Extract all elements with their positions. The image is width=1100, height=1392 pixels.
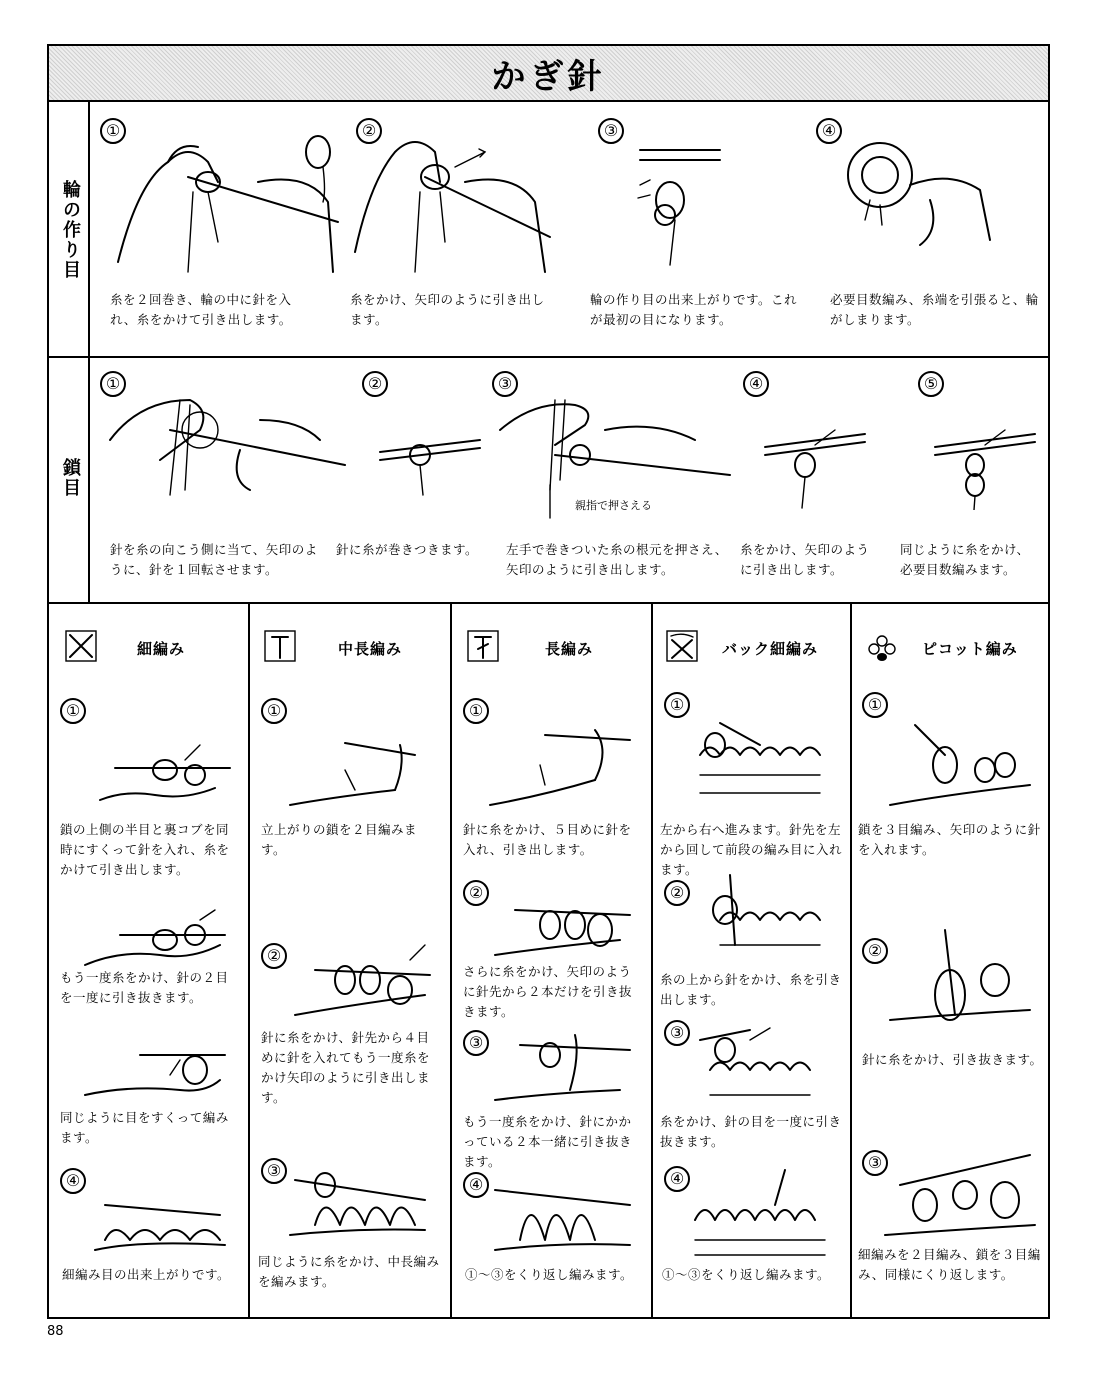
step-number: ④ bbox=[60, 1168, 86, 1194]
reverse-sc-step-illustration bbox=[685, 1165, 835, 1260]
step-number: ③ bbox=[463, 1030, 489, 1056]
step-number: ④ bbox=[463, 1172, 489, 1198]
step-number: ③ bbox=[862, 1150, 888, 1176]
step-caption: ①～③をくり返し編みます。 bbox=[465, 1267, 634, 1282]
step-number: ② bbox=[664, 880, 690, 906]
step-caption: 針に糸が巻きつきます。 bbox=[336, 542, 479, 557]
step-caption: 針に糸をかけ、針先から４目めに針を入れてもう一度糸をかけ矢印のように引き出します。 bbox=[261, 1030, 431, 1105]
step-caption: 同じように目をすくって編みます。 bbox=[60, 1110, 229, 1145]
page-title: かぎ針 bbox=[491, 56, 606, 97]
page-number: 88 bbox=[47, 1324, 64, 1339]
step-number: ① bbox=[60, 698, 86, 724]
step-caption: 輪の作り目の出来上がりです。これが最初の目になります。 bbox=[590, 292, 798, 327]
t-symbol-icon bbox=[264, 630, 296, 662]
step-number: ③ bbox=[492, 371, 518, 397]
hand-hook-pull-illustration bbox=[345, 122, 560, 282]
single-crochet-step-illustration bbox=[80, 905, 230, 975]
step-number: ① bbox=[463, 698, 489, 724]
step-caption: 糸をかけ、矢印のように引き出します。 bbox=[350, 292, 545, 327]
double-crochet-step-illustration bbox=[490, 885, 635, 965]
single-crochet-step-illustration bbox=[80, 1035, 230, 1105]
step-number: ② bbox=[261, 943, 287, 969]
section-divider bbox=[47, 602, 1050, 604]
step-number: ④ bbox=[664, 1166, 690, 1192]
single-crochet-step-illustration bbox=[95, 740, 235, 810]
column-divider bbox=[248, 602, 250, 1319]
step-caption: 同じように糸をかけ、中長編みを編みます。 bbox=[258, 1254, 440, 1289]
column-title: ピコット編み bbox=[922, 640, 1018, 658]
half-double-step-illustration bbox=[290, 940, 435, 1025]
double-crochet-step-illustration bbox=[485, 720, 635, 815]
step-number: ② bbox=[463, 880, 489, 906]
step-caption: 細編みを２目編み、鎖を３目編み、同様にくり返します。 bbox=[858, 1247, 1041, 1282]
step-caption: 同じように糸をかけ、必要目数編みます。 bbox=[900, 542, 1030, 577]
step-number: ③ bbox=[664, 1020, 690, 1046]
picot-step-illustration bbox=[880, 1145, 1040, 1250]
column-title: 長編み bbox=[545, 640, 594, 658]
step-caption: 糸をかけ、針の目を一度に引き抜きます。 bbox=[660, 1114, 842, 1149]
row-label-chain: 鎖目 bbox=[60, 458, 81, 498]
double-crochet-step-illustration bbox=[490, 1170, 635, 1260]
step-number: ④ bbox=[743, 371, 769, 397]
row-label-ring: 輪の作り目 bbox=[60, 180, 81, 280]
step-number: ② bbox=[356, 118, 382, 144]
hook-rotate-illustration bbox=[100, 380, 350, 500]
step-caption: もう一度糸をかけ、針にかかっている２本一緒に引き抜きます。 bbox=[463, 1114, 633, 1169]
step-caption: 細編み目の出来上がりです。 bbox=[62, 1267, 231, 1282]
column-title: 細編み bbox=[137, 640, 186, 658]
step-caption: 糸を２回巻き、輪の中に針を入れ、糸をかけて引き出します。 bbox=[110, 292, 292, 327]
step-caption: 糸をかけ、矢印のように引き出します。 bbox=[740, 542, 870, 577]
column-divider bbox=[850, 602, 852, 1319]
column-title: バック細編み bbox=[722, 640, 819, 658]
step-caption: 鎖の上側の半目と裏コブを同時にすくって針を入れ、糸をかけて引き出します。 bbox=[60, 822, 230, 877]
step-caption: 針に糸をかけ、５目めに針を入れ、引き出します。 bbox=[463, 822, 632, 857]
step-number: ③ bbox=[261, 1158, 287, 1184]
step-caption: 立上がりの鎖を２目編みます。 bbox=[261, 822, 418, 857]
step-caption: 鎖を３目編み、矢印のように針を入れます。 bbox=[858, 822, 1041, 857]
step-number: ① bbox=[664, 692, 690, 718]
step-number: ④ bbox=[816, 118, 842, 144]
hand-hook-ring-illustration bbox=[108, 122, 348, 282]
half-double-step-illustration bbox=[285, 735, 425, 815]
step-number: ③ bbox=[598, 118, 624, 144]
picot-step-illustration bbox=[885, 715, 1035, 815]
picot-step-illustration bbox=[885, 925, 1035, 1040]
t-cross-symbol-icon bbox=[467, 630, 499, 662]
label-divider bbox=[88, 102, 90, 602]
step-number: ⑤ bbox=[918, 371, 944, 397]
column-divider bbox=[450, 602, 452, 1319]
column-title: 中長編み bbox=[338, 640, 403, 658]
ring-finished-illustration bbox=[620, 140, 730, 270]
picot-symbol-icon bbox=[866, 632, 898, 664]
chain-pull-illustration bbox=[760, 420, 870, 510]
row-divider bbox=[47, 356, 1050, 358]
half-double-step-illustration bbox=[285, 1160, 435, 1245]
ring-tighten-illustration bbox=[840, 130, 1000, 260]
step-number: ① bbox=[862, 692, 888, 718]
single-crochet-step-illustration bbox=[90, 1185, 230, 1260]
column-divider bbox=[651, 602, 653, 1319]
step-number: ② bbox=[362, 371, 388, 397]
reverse-sc-step-illustration bbox=[690, 1020, 830, 1105]
step-number: ① bbox=[100, 118, 126, 144]
step-number: ① bbox=[100, 371, 126, 397]
step-caption: ①～③をくり返し編みます。 bbox=[662, 1267, 831, 1282]
thumb-note: 親指で押さえる bbox=[575, 499, 652, 512]
double-crochet-step-illustration bbox=[490, 1025, 635, 1110]
step-number: ① bbox=[261, 698, 287, 724]
step-caption: もう一度糸をかけ、針の２目を一度に引き抜きます。 bbox=[60, 970, 229, 1005]
step-caption: さらに糸をかけ、矢印のように針先から２本だけを引き抜きます。 bbox=[463, 964, 633, 1019]
yarn-wrap-illustration bbox=[375, 430, 485, 500]
step-caption: 必要目数編み、糸端を引張ると、輪がしまります。 bbox=[830, 292, 1039, 327]
reverse-sc-step-illustration bbox=[690, 715, 830, 800]
step-caption: 針に糸をかけ、引き抜きます。 bbox=[862, 1052, 1043, 1067]
x-symbol-icon bbox=[65, 630, 97, 662]
step-caption: 左から右へ進みます。針先を左から回して前段の編み目に入れます。 bbox=[660, 822, 843, 877]
reverse-sc-step-illustration bbox=[690, 870, 830, 960]
chain-repeat-illustration bbox=[930, 420, 1040, 510]
step-caption: 針を糸の向こう側に当て、矢印のように、針を１回転させます。 bbox=[110, 542, 318, 577]
x-curl-symbol-icon bbox=[666, 630, 698, 662]
step-caption: 左手で巻きついた糸の根元を押さえ、矢印のように引き出します。 bbox=[506, 542, 728, 577]
step-number: ② bbox=[862, 938, 888, 964]
step-caption: 糸の上から針をかけ、糸を引き出します。 bbox=[660, 972, 842, 1007]
